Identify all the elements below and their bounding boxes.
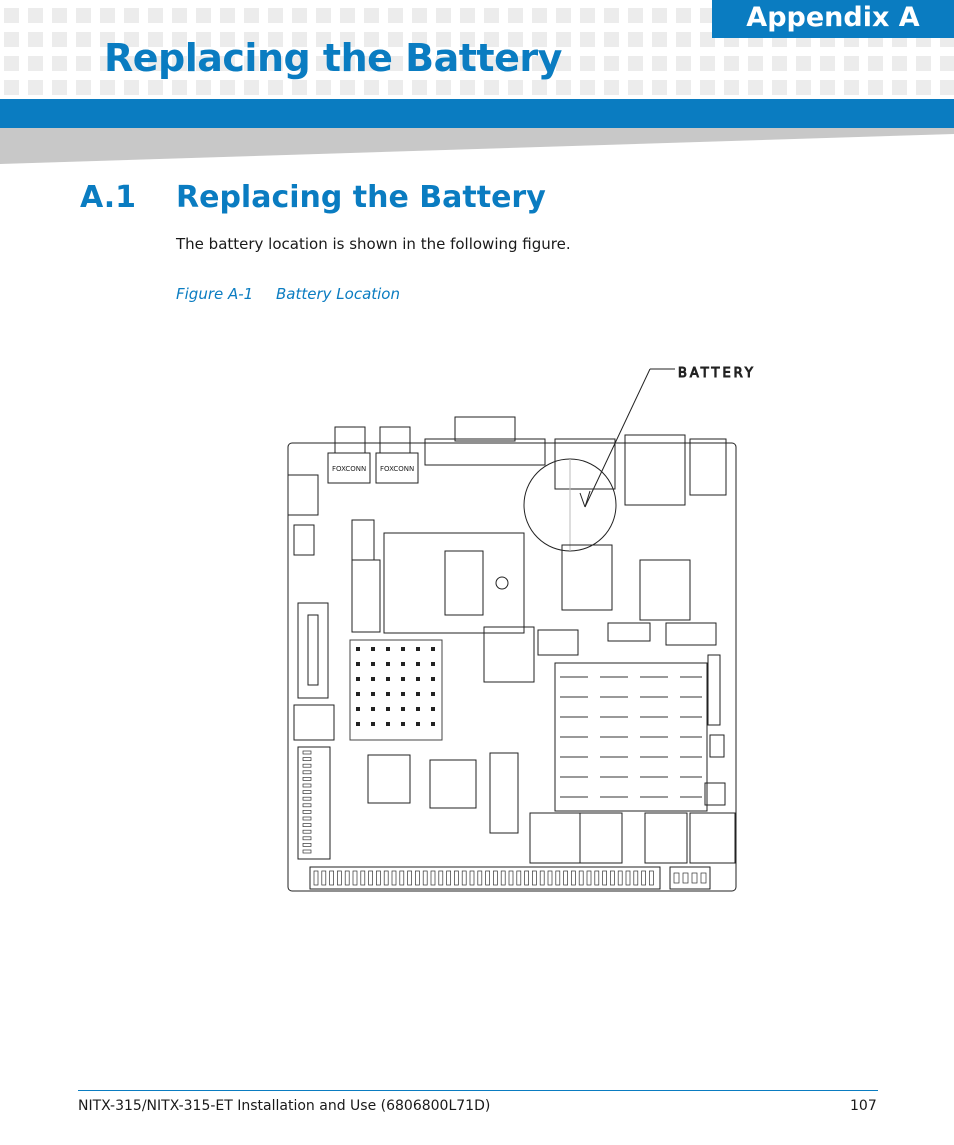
connector-brand-1: FOXCONN (332, 465, 367, 473)
footer-page-number: 107 (850, 1098, 877, 1114)
footer-doc-title: NITX-315/NITX-315-ET Installation and Use (6806800L71D) (78, 1098, 491, 1114)
figure-label: Figure A-1 (176, 285, 254, 303)
battery-callout: BATTERY (678, 366, 756, 381)
board-diagram (280, 355, 760, 900)
footer-rule (78, 1090, 878, 1091)
section-title: Replacing the Battery (176, 180, 546, 215)
chapter-title: Replacing the Battery (104, 36, 562, 80)
section-body: The battery location is shown in the following figure. (176, 235, 571, 253)
figure-title: Battery Location (276, 285, 400, 303)
section-number: A.1 (80, 180, 137, 215)
connector-brand-2: FOXCONN (380, 465, 415, 473)
appendix-tab: Appendix A (712, 0, 954, 38)
header-grey-wedge (0, 128, 954, 164)
header-blue-bar (0, 99, 954, 128)
